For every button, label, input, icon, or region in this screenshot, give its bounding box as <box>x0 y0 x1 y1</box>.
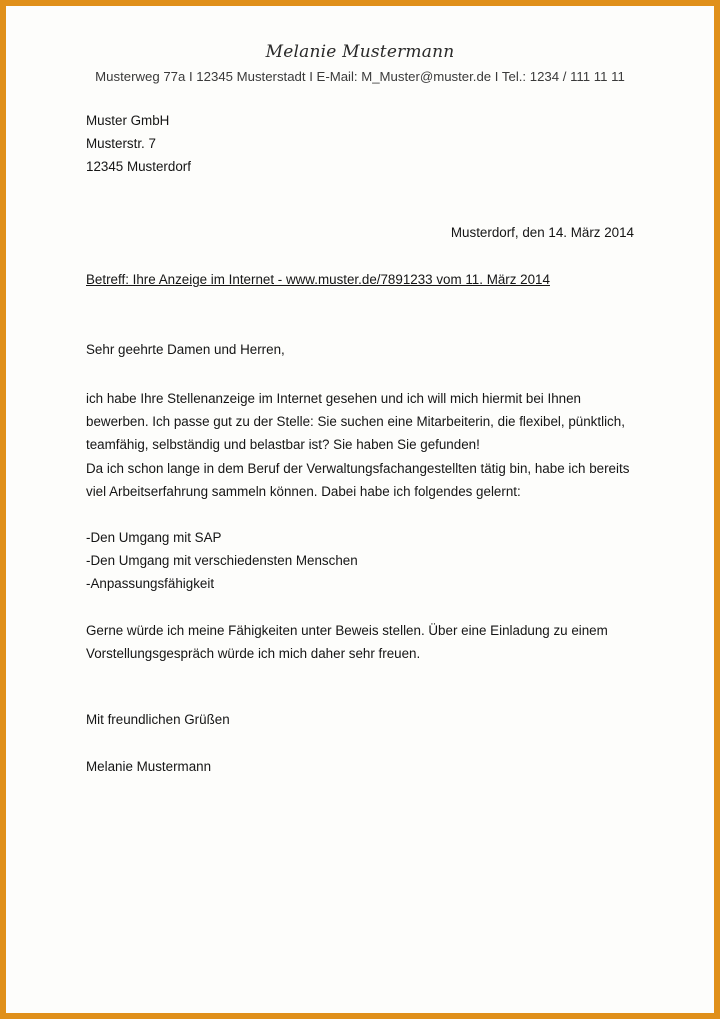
body-line: teamfähig, selbständig und belastbar ist? Sie haben Sie gefunden! <box>86 437 480 453</box>
body-line: viel Arbeitserfahrung sammeln können. Dabei habe ich folgendes gelernt: <box>86 483 521 499</box>
skills-list <box>86 526 358 596</box>
signature-name: Melanie Mustermann <box>86 759 212 774</box>
list-item: -Den Umgang mit verschiedensten Menschen <box>86 553 358 569</box>
sender-name: Melanie Mustermann <box>265 42 455 62</box>
recipient-street: Musterstr. 7 <box>86 136 156 151</box>
body-line: ich habe Ihre Stellenanzeige im Internet gesehen und ich will mich hiermit bei Ihnen <box>86 391 581 406</box>
subject-line: Betreff: Ihre Anzeige im Internet - www.muster.de/7891233 vom 11. März 2014 <box>86 272 550 287</box>
date-line: Musterdorf, den 14. März 2014 <box>450 225 634 240</box>
body-line: bewerben. Ich passe gut zu der Stelle: Sie suchen eine Mitarbeiterin, die flexibel, pünktlich, <box>86 414 625 430</box>
salutation: Sehr geehrte Damen und Herren, <box>86 342 285 357</box>
letter-page <box>6 6 714 1013</box>
closing-paragraph <box>86 619 608 665</box>
closing-line: Gerne würde ich meine Fähigkeiten unter Beweis stellen. Über eine Einladung zu einem <box>86 623 608 638</box>
sender-contact-line: Musterweg 77a I 12345 Musterstadt I E-Mail: M_Muster@muster.de I Tel.: 1234 / 111 11 11 <box>95 69 625 84</box>
body-paragraph <box>86 387 646 503</box>
recipient-company: Muster GmbH <box>86 113 170 128</box>
closing-line: Vorstellungsgespräch würde ich mich daher sehr freuen. <box>86 646 421 662</box>
recipient-city: 12345 Musterdorf <box>86 159 191 174</box>
recipient-address <box>86 109 191 178</box>
body-line: Da ich schon lange in dem Beruf der Verwaltungsfachangestellten tätig bin, habe ich bereits <box>86 460 630 476</box>
closing-greeting: Mit freundlichen Grüßen <box>86 712 230 727</box>
list-item: -Den Umgang mit SAP <box>86 530 222 545</box>
list-item: -Anpassungsfähigkeit <box>86 576 215 592</box>
